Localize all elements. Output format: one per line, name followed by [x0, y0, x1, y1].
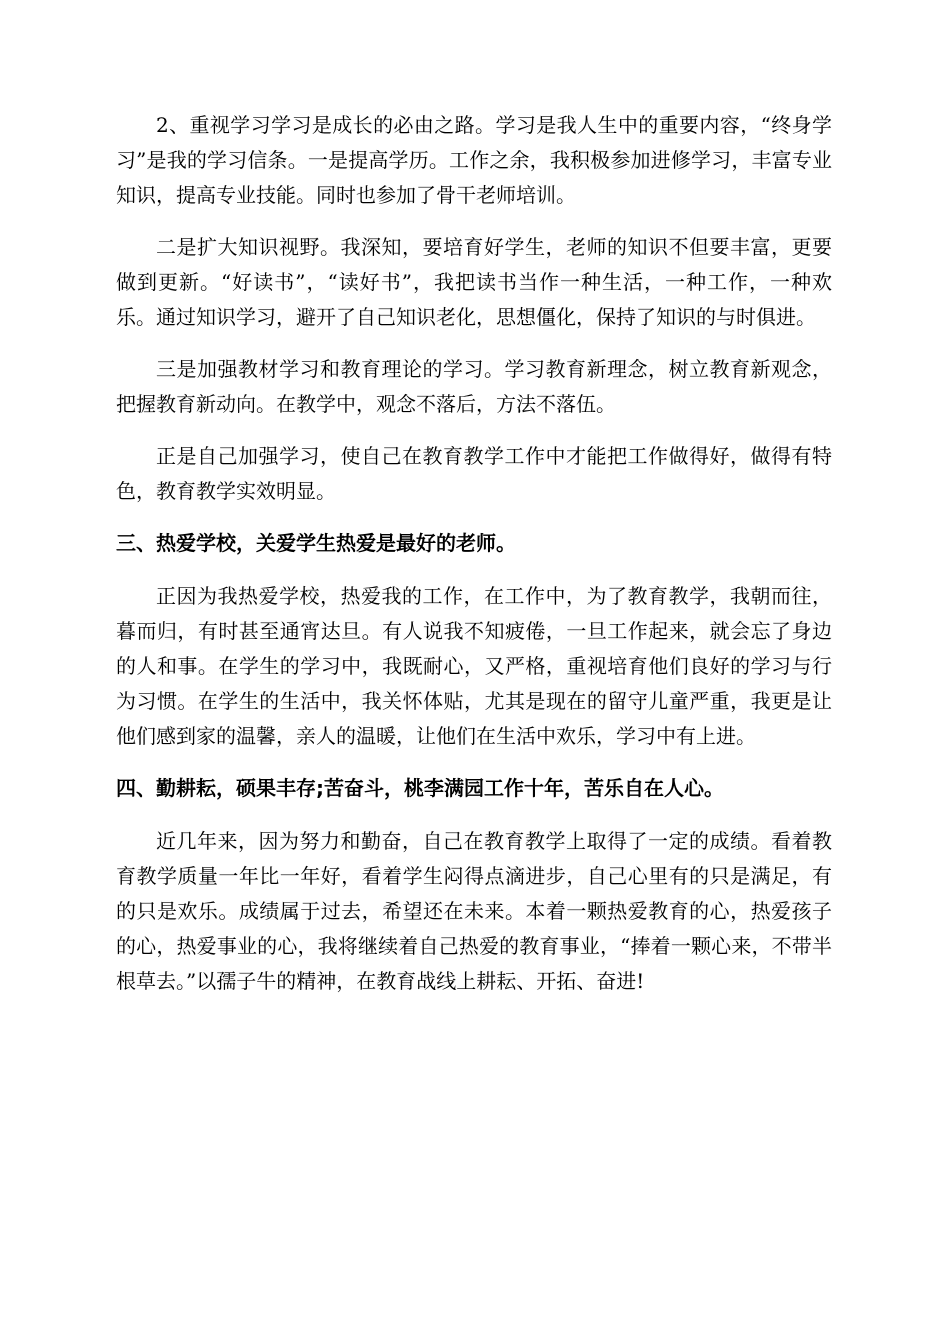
paragraph-study-importance: 2、重视学习学习是成长的必由之路。学习是我人生中的重要内容，“终身学习”是我的学习信条。一是提高学历。工作之余，我积极参加进修学习，丰富专业知识，提高专业技能。同时也参加了骨干老师培训。 — [116, 113, 832, 207]
section-heading-love-school: 三、热爱学校，关爱学生热爱是最好的老师。 — [116, 531, 516, 555]
paragraph-love-students: 正因为我热爱学校，热爱我的工作，在工作中，为了教育教学，我朝而往，暮而归，有时甚至通宵达旦。有人说我不知疲倦，一旦工作起来，就会忘了身边的人和事。在学生的学习中，我既耐心，又严格，重视培育他们良好的学习与行为习惯。在学生的生活中，我关怀体贴，尤其是现在的留守儿童严重，我更是让他们感到家的温馨，亲人的温暖，让他们在生活中欢乐，学习中有上进。 — [116, 584, 832, 748]
section-heading-hard-work: 四、勤耕耘，硕果丰存;苦奋斗，桃李满园工作十年，苦乐自在人心。 — [116, 776, 724, 800]
document-page — [116, 108, 832, 1016]
paragraph-study-result: 正是自己加强学习，使自己在教育教学工作中才能把工作做得好，做得有特色，教育教学实效明显。 — [116, 444, 832, 503]
paragraph-broaden-knowledge: 二是扩大知识视野。我深知，要培育好学生，老师的知识不但要丰富，更要做到更新。“好读书”，“读好书”，我把读书当作一种生活，一种工作，一种欢乐。通过知识学习，避开了自己知识老化，思想僵化，保持了知识的与时俱进。 — [116, 235, 832, 329]
paragraph-teaching-theory: 三是加强教材学习和教育理论的学习。学习教育新理念，树立教育新观念，把握教育新动向。在教学中，观念不落后，方法不落伍。 — [116, 357, 832, 416]
paragraph-achievements: 近几年来，因为努力和勤奋，自己在教育教学上取得了一定的成绩。看着教育教学质量一年比一年好，看着学生闷得点滴进步，自己心里有的只是满足，有的只是欢乐。成绩属于过去，希望还在未来。本着一颗热爱教育的心，热爱孩子的心，热爱事业的心，我将继续着自己热爱的教育事业，“捧着一颗心来，不带半根草去。”以孺子牛的精神，在教育战线上耕耘、开拓、奋进! — [116, 829, 832, 993]
